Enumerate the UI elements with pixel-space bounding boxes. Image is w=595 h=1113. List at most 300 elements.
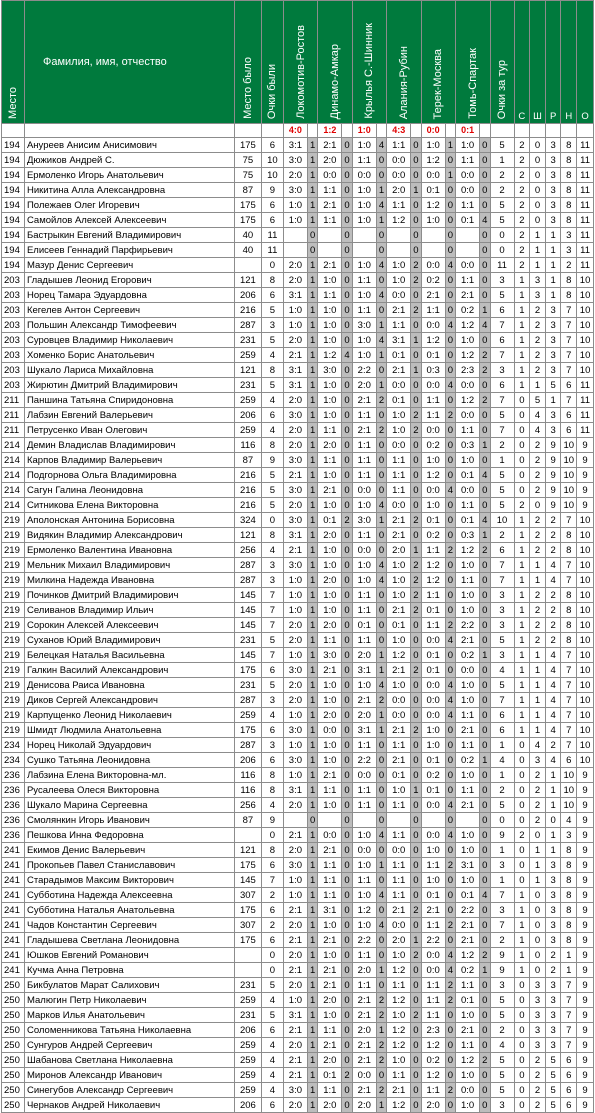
forecast-points-cell: 0 [411, 978, 421, 993]
forecast-cell: 3:1 [283, 378, 307, 393]
forecast-cell: 2:3 [421, 1023, 445, 1038]
forecast-cell: 2:0 [352, 1023, 376, 1038]
forecast-cell [456, 243, 480, 258]
forecast-cell: 1:0 [456, 873, 480, 888]
s-cell: 1 [514, 348, 530, 363]
prev-place-cell: 259 [234, 708, 261, 723]
round-points-cell: 6 [490, 303, 514, 318]
name-cell: Чернаков Андрей Николаевич [24, 1098, 234, 1113]
forecast-cell: 1:0 [421, 138, 445, 153]
r-cell: 3 [545, 183, 561, 198]
forecast-points-cell: 0 [411, 1038, 421, 1053]
forecast-cell: 2:1 [352, 1083, 376, 1098]
forecast-points-cell: 1 [411, 933, 421, 948]
forecast-cell: 0:0 [387, 438, 411, 453]
n-cell: 10 [561, 483, 577, 498]
r-cell: 1 [545, 258, 561, 273]
n-cell: 10 [561, 798, 577, 813]
forecast-cell: 1:1 [456, 738, 480, 753]
forecast-points-cell: 0 [342, 648, 352, 663]
forecast-points-cell: 0 [480, 1038, 490, 1053]
s-cell: 0 [514, 1038, 530, 1053]
name-cell: Субботина Наталья Анатольевна [24, 903, 234, 918]
forecast-cell: 2:1 [456, 798, 480, 813]
place-cell: 241 [2, 903, 25, 918]
s-cell: 1 [514, 603, 530, 618]
forecast-points-cell: 0 [411, 633, 421, 648]
place-cell: 219 [2, 573, 25, 588]
table-row [2, 138, 594, 153]
forecast-cell: 0:0 [387, 288, 411, 303]
forecast-points-cell: 0 [342, 333, 352, 348]
prev-place-cell: 175 [234, 138, 261, 153]
r-cell: 2 [545, 513, 561, 528]
name-cell: Суханов Юрий Владимирович [24, 633, 234, 648]
forecast-cell: 3:1 [352, 723, 376, 738]
name-cell: Видякин Владимир Александрович [24, 528, 234, 543]
sh-cell: 0 [530, 138, 546, 153]
sh-cell: 3 [530, 1038, 546, 1053]
n-cell: 8 [561, 153, 577, 168]
r-cell: 2 [545, 603, 561, 618]
forecast-points-cell: 4 [480, 888, 490, 903]
forecast-cell [283, 813, 307, 828]
round-points-cell: 9 [490, 828, 514, 843]
forecast-points-cell: 2 [376, 1038, 386, 1053]
table-row [2, 888, 594, 903]
table-row [2, 618, 594, 633]
forecast-cell: 1:0 [456, 603, 480, 618]
forecast-cell: 0:0 [387, 708, 411, 723]
prev-place-cell [234, 963, 261, 978]
sh-cell: 2 [530, 513, 546, 528]
sh-cell: 0 [530, 213, 546, 228]
forecast-points-cell: 0 [342, 483, 352, 498]
name-cell: Прокопьев Павел Станиславович [24, 858, 234, 873]
forecast-cell: 1:0 [387, 273, 411, 288]
forecast-cell: 0:1 [456, 468, 480, 483]
s-cell: 1 [514, 918, 530, 933]
r-cell: 3 [545, 153, 561, 168]
forecast-cell: 2:1 [318, 483, 342, 498]
prev-points-cell: 9 [261, 453, 283, 468]
forecast-cell: 2:0 [283, 273, 307, 288]
prev-place-cell: 259 [234, 993, 261, 1008]
r-cell: 9 [545, 453, 561, 468]
forecast-cell: 1:2 [421, 558, 445, 573]
forecast-points-cell: 0 [376, 753, 386, 768]
forecast-points-cell: 0 [480, 918, 490, 933]
forecast-cell: 2:1 [456, 288, 480, 303]
forecast-points-cell: 0 [445, 453, 455, 468]
forecast-cell: 2:0 [283, 633, 307, 648]
prev-place-cell: 87 [234, 453, 261, 468]
forecast-cell: 0:0 [387, 498, 411, 513]
prev-place-cell: 259 [234, 393, 261, 408]
r-cell: 3 [545, 993, 561, 1008]
prev-points-cell: 5 [261, 678, 283, 693]
name-cell: Сагун Галина Леонидовна [24, 483, 234, 498]
n-cell: 7 [561, 558, 577, 573]
forecast-cell: 2:0 [318, 618, 342, 633]
s-cell: 0 [514, 813, 530, 828]
r-cell: 4 [545, 648, 561, 663]
forecast-points-cell: 0 [480, 738, 490, 753]
place-cell: 219 [2, 723, 25, 738]
forecast-cell: 1:0 [318, 273, 342, 288]
forecast-points-cell: 0 [342, 393, 352, 408]
name-cell: Дюжиков Андрей С. [24, 153, 234, 168]
place-cell: 214 [2, 438, 25, 453]
o-cell: 9 [577, 1053, 594, 1068]
prev-points-cell: 5 [261, 483, 283, 498]
s-cell: 2 [514, 153, 530, 168]
forecast-points-cell: 1 [307, 393, 317, 408]
n-cell: 8 [561, 588, 577, 603]
prev-place-cell: 87 [234, 183, 261, 198]
name-cell: Ермоленко Валентина Ивановна [24, 543, 234, 558]
forecast-points-cell: 1 [307, 933, 317, 948]
forecast-cell: 1:1 [352, 468, 376, 483]
name-cell: Ануреев Анисим Анисимович [24, 138, 234, 153]
forecast-cell: 1:0 [318, 408, 342, 423]
table-row [2, 468, 594, 483]
place-cell: 241 [2, 858, 25, 873]
place-cell: 250 [2, 978, 25, 993]
table-row [2, 678, 594, 693]
sh-cell: 4 [530, 408, 546, 423]
forecast-cell: 0:0 [421, 708, 445, 723]
s-cell: 1 [514, 588, 530, 603]
forecast-points-cell: 0 [342, 828, 352, 843]
forecast-cell: 0:0 [456, 483, 480, 498]
forecast-cell: 2:0 [283, 423, 307, 438]
round-points-cell: 10 [490, 513, 514, 528]
forecast-cell: 0:0 [318, 723, 342, 738]
forecast-cell: 2:0 [283, 618, 307, 633]
o-cell: 9 [577, 873, 594, 888]
forecast-points-cell: 0 [342, 1008, 352, 1023]
forecast-cell: 2:2 [352, 933, 376, 948]
name-cell: Елисеев Геннадий Парфирьевич [24, 243, 234, 258]
forecast-points-cell: 0 [411, 768, 421, 783]
table-row [2, 903, 594, 918]
round-points-cell: 2 [490, 783, 514, 798]
forecast-points-cell: 2 [376, 393, 386, 408]
forecast-cell: 0:1 [456, 993, 480, 1008]
forecast-cell: 3:0 [283, 183, 307, 198]
forecast-cell: 1:0 [318, 318, 342, 333]
forecast-cell: 0:0 [456, 183, 480, 198]
forecast-cell: 0:0 [421, 693, 445, 708]
forecast-cell: 1:0 [387, 408, 411, 423]
forecast-points-cell: 0 [445, 1098, 455, 1113]
forecast-points-cell: 0 [376, 153, 386, 168]
forecast-points-cell: 4 [445, 963, 455, 978]
forecast-points-cell: 4 [445, 318, 455, 333]
forecast-points-cell: 0 [480, 1023, 490, 1038]
s-cell: 1 [514, 273, 530, 288]
forecast-points-cell: 1 [307, 708, 317, 723]
forecast-cell: 1:1 [318, 1083, 342, 1098]
name-cell: Гладышева Светлана Леонидовна [24, 933, 234, 948]
forecast-points-cell: 0 [411, 738, 421, 753]
prev-points-cell: 8 [261, 438, 283, 453]
forecast-cell: 1:0 [456, 453, 480, 468]
forecast-cell: 2:1 [387, 603, 411, 618]
s-cell: 1 [514, 378, 530, 393]
place-cell: 234 [2, 753, 25, 768]
forecast-cell: 2:1 [387, 1083, 411, 1098]
prev-points-cell: 4 [261, 1068, 283, 1083]
name-cell: Норец Николай Эдуардович [24, 738, 234, 753]
forecast-cell: 2:1 [283, 1068, 307, 1083]
forecast-points-cell: 0 [411, 813, 421, 828]
forecast-cell: 1:0 [283, 318, 307, 333]
sh-cell: 0 [530, 963, 546, 978]
n-cell: 7 [561, 348, 577, 363]
forecast-points-cell: 0 [342, 378, 352, 393]
place-cell: 250 [2, 1053, 25, 1068]
name-cell: Миронов Александр Иванович [24, 1068, 234, 1083]
place-cell: 241 [2, 933, 25, 948]
round-points-cell: 11 [490, 258, 514, 273]
forecast-points-cell: 0 [480, 843, 490, 858]
forecast-points-cell: 1 [307, 678, 317, 693]
forecast-points-cell: 1 [376, 1098, 386, 1113]
forecast-cell: 0:0 [352, 168, 376, 183]
forecast-points-cell: 1 [307, 348, 317, 363]
o-cell: 10 [577, 528, 594, 543]
name-cell: Кучма Анна Петровна [24, 963, 234, 978]
forecast-points-cell: 0 [342, 618, 352, 633]
r-cell: 3 [545, 858, 561, 873]
forecast-cell: 1:0 [283, 873, 307, 888]
forecast-cell: 1:1 [387, 1068, 411, 1083]
name-cell: Жирютин Дмитрий Владимирович [24, 378, 234, 393]
forecast-cell: 1:0 [352, 828, 376, 843]
forecast-cell: 1:1 [352, 303, 376, 318]
prev-points-cell: 7 [261, 603, 283, 618]
forecast-points-cell: 1 [307, 558, 317, 573]
header-prev-points: Очки были [261, 1, 283, 124]
forecast-cell: 2:1 [421, 288, 445, 303]
forecast-cell: 2:1 [283, 348, 307, 363]
forecast-cell: 2:3 [456, 363, 480, 378]
n-cell: 7 [561, 318, 577, 333]
forecast-cell: 1:0 [318, 738, 342, 753]
table-row [2, 453, 594, 468]
forecast-cell: 2:0 [318, 438, 342, 453]
prev-place-cell [234, 828, 261, 843]
forecast-cell: 1:1 [352, 783, 376, 798]
forecast-cell: 1:1 [352, 408, 376, 423]
name-cell: Белецкая Наталья Васильевна [24, 648, 234, 663]
n-cell: 8 [561, 903, 577, 918]
forecast-points-cell: 4 [376, 333, 386, 348]
forecast-cell: 2:1 [283, 963, 307, 978]
forecast-points-cell: 0 [411, 438, 421, 453]
place-cell: 250 [2, 1083, 25, 1098]
o-cell: 10 [577, 693, 594, 708]
prev-points-cell: 0 [261, 963, 283, 978]
place-cell: 250 [2, 1068, 25, 1083]
s-cell: 1 [514, 618, 530, 633]
forecast-cell: 1:0 [283, 573, 307, 588]
forecast-cell: 2:1 [387, 663, 411, 678]
sh-cell: 4 [530, 423, 546, 438]
r-cell: 3 [545, 918, 561, 933]
name-cell: Петрусенко Иван Олегович [24, 423, 234, 438]
forecast-cell: 1:1 [456, 978, 480, 993]
prev-points-cell: 2 [261, 888, 283, 903]
o-cell: 11 [577, 228, 594, 243]
prev-place-cell: 206 [234, 753, 261, 768]
s-cell: 1 [514, 558, 530, 573]
forecast-points-cell: 2 [480, 348, 490, 363]
sh-cell: 2 [530, 1068, 546, 1083]
forecast-points-cell: 4 [480, 213, 490, 228]
forecast-cell: 1:1 [352, 588, 376, 603]
n-cell: 8 [561, 183, 577, 198]
forecast-points-cell: 0 [480, 588, 490, 603]
forecast-cell: 3:0 [352, 513, 376, 528]
forecast-cell: 3:0 [352, 318, 376, 333]
r-cell: 3 [545, 138, 561, 153]
forecast-points-cell: 0 [411, 498, 421, 513]
name-cell: Норец Тамара Эдуардовна [24, 288, 234, 303]
results-gap [445, 124, 455, 138]
n-cell: 10 [561, 783, 577, 798]
header-match-3: Крылья С.-Шинник [352, 1, 386, 124]
sh-cell: 2 [530, 813, 546, 828]
forecast-points-cell: 0 [342, 708, 352, 723]
forecast-cell: 2:1 [318, 1038, 342, 1053]
prev-points-cell: 8 [261, 273, 283, 288]
round-points-cell: 1 [490, 738, 514, 753]
forecast-cell: 0:0 [421, 423, 445, 438]
prev-place-cell: 231 [234, 1008, 261, 1023]
forecast-cell: 1:2 [318, 348, 342, 363]
forecast-points-cell: 0 [376, 903, 386, 918]
prev-points-cell: 7 [261, 648, 283, 663]
forecast-points-cell: 0 [480, 633, 490, 648]
forecast-points-cell: 0 [342, 558, 352, 573]
forecast-cell: 1:2 [456, 948, 480, 963]
table-row [2, 348, 594, 363]
forecast-points-cell: 0 [411, 348, 421, 363]
forecast-points-cell: 1 [307, 1053, 317, 1068]
round-points-cell: 5 [490, 1083, 514, 1098]
prev-points-cell: 6 [261, 858, 283, 873]
table-row [2, 408, 594, 423]
s-cell: 1 [514, 513, 530, 528]
forecast-points-cell: 0 [342, 528, 352, 543]
forecast-cell: 0:0 [421, 678, 445, 693]
n-cell: 7 [561, 513, 577, 528]
name-cell: Карпов Владимир Валерьевич [24, 453, 234, 468]
forecast-cell: 1:2 [421, 153, 445, 168]
forecast-cell: 2:1 [283, 543, 307, 558]
prev-points-cell: 2 [261, 918, 283, 933]
r-cell: 2 [545, 528, 561, 543]
forecast-cell: 1:0 [283, 303, 307, 318]
forecast-cell: 1:0 [352, 918, 376, 933]
forecast-cell: 0:1 [421, 663, 445, 678]
o-cell: 10 [577, 723, 594, 738]
forecast-cell: 1:0 [352, 258, 376, 273]
name-cell: Шмидт Людмила Анатольевна [24, 723, 234, 738]
forecast-cell: 0:0 [352, 483, 376, 498]
results-blank [514, 124, 530, 138]
forecast-cell: 1:1 [421, 408, 445, 423]
forecast-points-cell: 0 [342, 903, 352, 918]
forecast-cell: 2:1 [352, 393, 376, 408]
o-cell: 9 [577, 1068, 594, 1083]
forecast-points-cell: 0 [342, 738, 352, 753]
o-cell: 11 [577, 213, 594, 228]
forecast-cell: 0:0 [387, 153, 411, 168]
table-row [2, 588, 594, 603]
place-cell: 236 [2, 783, 25, 798]
forecast-cell: 1:0 [318, 558, 342, 573]
forecast-cell: 1:1 [318, 213, 342, 228]
forecast-cell: 2:1 [352, 1038, 376, 1053]
table-row [2, 498, 594, 513]
forecast-cell: 1:0 [456, 843, 480, 858]
forecast-points-cell: 0 [445, 723, 455, 738]
round-points-cell: 0 [490, 228, 514, 243]
table-row [2, 168, 594, 183]
o-cell: 9 [577, 843, 594, 858]
sh-cell: 0 [530, 903, 546, 918]
prev-points-cell: 8 [261, 783, 283, 798]
place-cell: 236 [2, 828, 25, 843]
standings-table [1, 0, 594, 1113]
forecast-cell: 1:1 [387, 318, 411, 333]
forecast-cell: 1:1 [318, 288, 342, 303]
r-cell: 3 [545, 333, 561, 348]
forecast-points-cell: 1 [307, 213, 317, 228]
forecast-points-cell: 1 [411, 543, 421, 558]
round-points-cell: 6 [490, 333, 514, 348]
forecast-points-cell: 4 [445, 828, 455, 843]
forecast-cell: 0:0 [421, 633, 445, 648]
forecast-cell: 0:0 [456, 408, 480, 423]
round-points-cell: 1 [490, 843, 514, 858]
forecast-cell: 0:1 [456, 888, 480, 903]
prev-place-cell: 40 [234, 243, 261, 258]
prev-place-cell: 75 [234, 153, 261, 168]
forecast-points-cell: 0 [342, 1053, 352, 1068]
r-cell: 2 [545, 948, 561, 963]
forecast-points-cell: 0 [342, 273, 352, 288]
s-cell: 2 [514, 828, 530, 843]
sh-cell: 3 [530, 273, 546, 288]
o-cell: 9 [577, 978, 594, 993]
forecast-cell [421, 813, 445, 828]
place-cell: 250 [2, 1038, 25, 1053]
prev-points-cell: 9 [261, 183, 283, 198]
sh-cell: 1 [530, 663, 546, 678]
forecast-points-cell: 1 [307, 483, 317, 498]
forecast-points-cell: 0 [411, 648, 421, 663]
round-points-cell: 3 [490, 273, 514, 288]
n-cell: 8 [561, 138, 577, 153]
r-cell: 3 [545, 318, 561, 333]
r-cell: 5 [545, 1068, 561, 1083]
forecast-points-cell: 0 [411, 243, 421, 258]
